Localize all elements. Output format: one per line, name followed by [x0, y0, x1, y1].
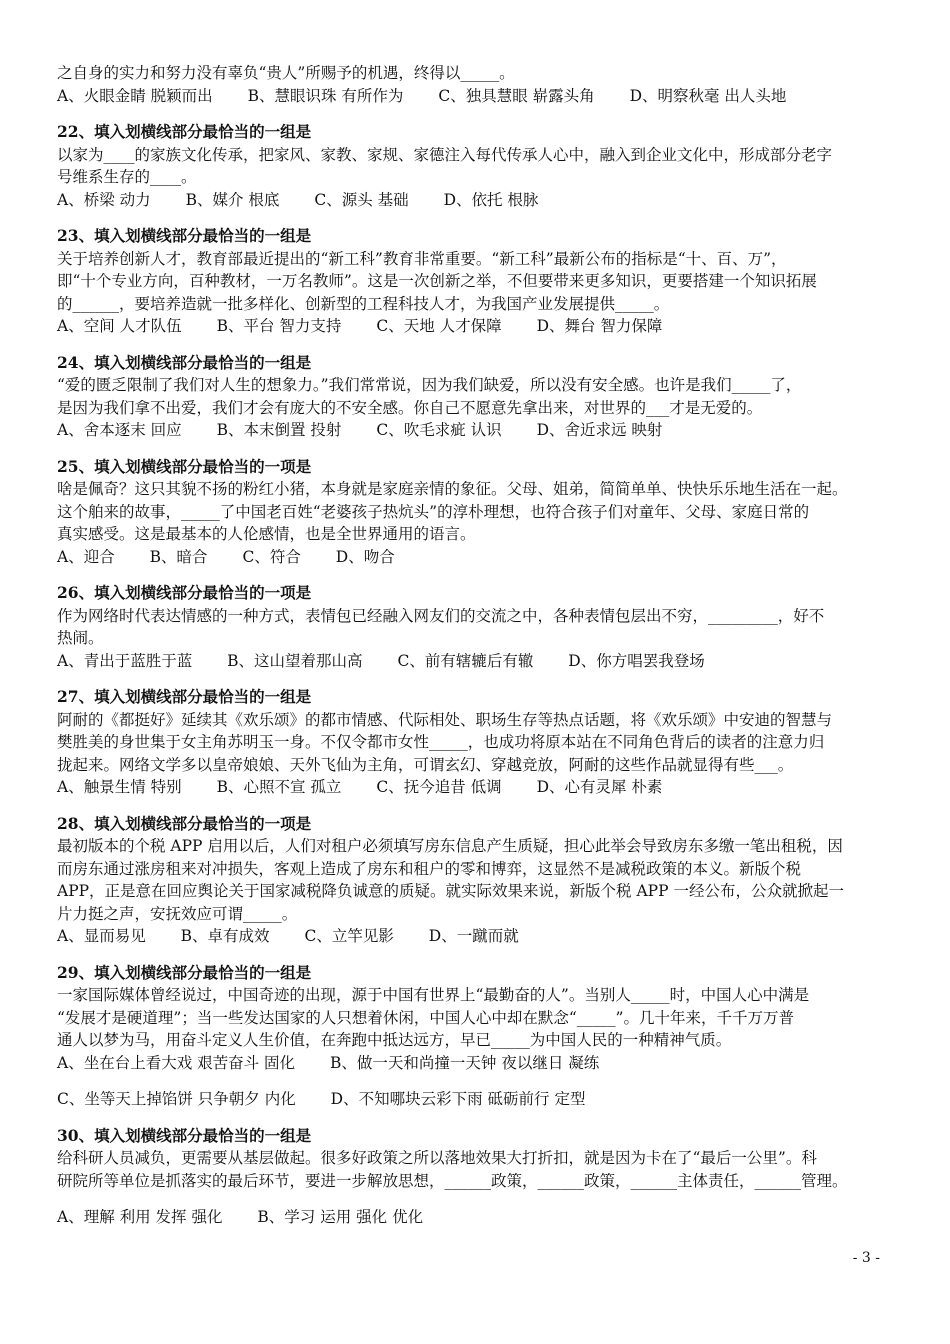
option-row — [57, 776, 897, 799]
question-title: 22、填入划横线部分最恰当的一组是 — [57, 122, 312, 141]
option-c: C、源头 基础 — [314, 190, 409, 209]
question-26 — [57, 582, 897, 672]
option-d: D、舞台 智力保障 — [536, 317, 663, 335]
question-24 — [57, 352, 897, 442]
passage-line: 通人以梦为马，用奋斗定义人生价值，在奔跑中抵达远方，早已_____为中国人民的一种精神气质。 — [57, 1031, 732, 1049]
spacer — [57, 1192, 897, 1206]
passage-line: 是因为我们拿不出爱，我们才会有庞大的不安全感。你自己不愿意先拿出来，对世界的___才是无爱的。 — [57, 398, 763, 417]
question-22 — [57, 121, 897, 211]
option-row — [57, 650, 897, 673]
option-c: C、吹毛求疵 认识 — [376, 421, 502, 439]
passage-line: 热闹。 — [57, 629, 104, 647]
option-row — [57, 419, 897, 442]
option-a: A、青出于蓝胜于蓝 — [57, 651, 193, 670]
option-row — [57, 189, 897, 212]
question-title: 25、填入划横线部分最恰当的一项是 — [57, 456, 312, 476]
option-b: B、做一天和尚撞一天钟 夜以继日 凝练 — [330, 1053, 600, 1072]
option-b: B、平台 智力支持 — [216, 317, 342, 335]
option-b: B、这山望着那山高 — [227, 651, 363, 670]
passage-line: 以家为____的家族文化传承，把家风、家教、家规、家德注入每代传承人心中，融入到企业文化中，形成部分老字 — [57, 145, 833, 164]
page-number: - 3 - — [852, 1250, 880, 1266]
passage-line: 而房东通过涨房租来对冲损失，客观上造成了房东和租户的零和博弈，这显然不是减税政策的本义。新版个税 — [57, 859, 802, 878]
option-row — [57, 1088, 897, 1111]
passage-line: 的______，要培养造就一批多样化、创新型的工程科技人才，为我国产业发展提供_____。 — [57, 294, 670, 313]
passage-line: 即“十个专业方向，百种教材，一万名教师”。这是一次创新之举，不但要带来更多知识，更要搭建一个知识拓展 — [57, 272, 817, 290]
option-a: A、火眼金睛 脱颖而出 — [57, 86, 213, 105]
question-continuation — [57, 62, 897, 107]
option-c: C、符合 — [242, 547, 301, 566]
passage-line: 最初版本的个税 APP 启用以后，人们对租户必须填写房东信息产生质疑，担心此举会导致房东多缴一笔出租税，因 — [57, 837, 843, 855]
option-d: D、舍近求远 映射 — [536, 421, 663, 439]
option-row — [57, 315, 897, 338]
option-c: C、独具慧眼 崭露头角 — [438, 86, 595, 105]
question-30 — [57, 1125, 897, 1229]
option-a: A、迎合 — [57, 547, 115, 566]
passage-line: APP，正是意在回应舆论关于国家减税降负诚意的质疑。就实际效果来说，新版个税 APP 一经公布，公众就掀起一 — [57, 882, 844, 900]
option-a: A、显而易见 — [57, 927, 146, 945]
option-b: B、心照不宣 孤立 — [216, 778, 342, 796]
question-title: 28、填入划横线部分最恰当的一项是 — [57, 813, 312, 833]
passage-line: 之自身的实力和努力没有辜负“贵人”所赐予的机遇，终得以_____。 — [57, 64, 515, 82]
option-d: D、你方唱罢我登场 — [568, 651, 705, 670]
passage-line: 关于培养创新人才，教育部最近提出的“新工科”教育非常重要。“新工科”最新公布的指标是“十、百、万”， — [57, 249, 787, 268]
option-b: B、慧眼识珠 有所作为 — [247, 86, 404, 105]
passage-line: 一家国际媒体曾经说过，中国奇迹的出现，源于中国有世界上“最勤奋的人”。当别人_____时，中国人心中满是 — [57, 986, 810, 1004]
question-25 — [57, 456, 897, 569]
passage-line: 樊胜美的身世集于女主角苏明玉一身。不仅令都市女性_____，也成功将原本站在不同角色背后的读者的注意力归 — [57, 733, 825, 751]
passage-line: 拢起来。网络文学多以皇帝娘娘、天外飞仙为主角，可谓玄幻、穿越竞放，阿耐的这些作品就显得有些___。 — [57, 755, 794, 774]
option-row — [57, 85, 897, 108]
passage-line: 号维系生存的____。 — [57, 168, 197, 186]
question-title: 30、填入划横线部分最恰当的一组是 — [57, 1125, 312, 1145]
document-body — [57, 62, 897, 1229]
option-b: B、卓有成效 — [180, 927, 270, 945]
passage-line: 阿耐的《都挺好》延续其《欢乐颂》的都市情感、代际相处、职场生存等热点话题，将《欢乐颂》中安迪的智慧与 — [57, 710, 833, 729]
question-title: 27、填入划横线部分最恰当的一组是 — [57, 687, 312, 706]
option-c: C、坐等天上掉馅饼 只争朝夕 内化 — [57, 1090, 296, 1108]
option-d: D、吻合 — [335, 547, 395, 566]
option-b: B、本末倒置 投射 — [216, 421, 342, 439]
option-c: C、抚今追昔 低调 — [376, 778, 502, 796]
option-d: D、心有灵犀 朴素 — [536, 778, 663, 796]
option-c: C、前有辖辘后有辙 — [397, 651, 534, 670]
question-23 — [57, 225, 897, 338]
option-b: B、暗合 — [149, 547, 208, 566]
question-title: 23、填入划横线部分最恰当的一组是 — [57, 226, 312, 245]
option-d: D、依托 根脉 — [443, 190, 539, 209]
option-b: B、学习 运用 强化 优化 — [257, 1208, 424, 1226]
option-a: A、舍本逐末 回应 — [57, 421, 182, 439]
option-d: D、明察秋毫 出人头地 — [629, 86, 787, 105]
passage-line: 作为网络时代表达情感的一种方式，表情包已经融入网友们的交流之中，各种表情包层出不穷，_________，好不 — [57, 606, 825, 625]
passage-line: 这个舶来的故事，_____了中国老百姓“老婆孩子热炕头”的淳朴理想，也符合孩子们对童年、父母、家庭日常的 — [57, 502, 810, 521]
passage-line: 啥是佩奇？这只其貌不扬的粉红小猪，本身就是家庭亲情的象征。父母、姐弟，简简单单、快快乐乐地生活在一起。 — [57, 480, 848, 498]
passage-line: 给科研人员减负，更需要从基层做起。很多好政策之所以落地效果大打折扣，就是因为卡在了“最后一公里”。科 — [57, 1149, 817, 1167]
option-a: A、桥梁 动力 — [57, 190, 151, 209]
spacer — [57, 1074, 897, 1088]
option-row — [57, 925, 897, 948]
option-row — [57, 1206, 897, 1229]
passage-line: 真实感受。这是最基本的人伦感情，也是全世界通用的语言。 — [57, 525, 476, 543]
passage-line: “发展才是硬道理”；当一些发达国家的人只想着休闲，中国人心中却在默念“_____”。几十年来，千千万万普 — [57, 1008, 794, 1027]
question-title: 26、填入划横线部分最恰当的一项是 — [57, 583, 312, 602]
question-28 — [57, 813, 897, 948]
question-title: 29、填入划横线部分最恰当的一组是 — [57, 962, 312, 982]
passage-line: “爱的匮乏限制了我们对人生的想象力。”我们常常说，因为我们缺爱，所以没有安全感。也许是我们_____了， — [57, 376, 802, 394]
option-row — [57, 546, 897, 569]
option-d: D、不知哪块云彩下雨 砥砺前行 定型 — [330, 1090, 586, 1108]
option-c: C、天地 人才保障 — [376, 317, 502, 335]
question-27 — [57, 686, 897, 799]
option-a: A、理解 利用 发挥 强化 — [57, 1208, 223, 1226]
option-row — [57, 1052, 897, 1075]
passage-line: 研院所等单位是抓落实的最后环节，要进一步解放思想，______政策，______政策，______主体责任，______管理。 — [57, 1171, 848, 1190]
option-a: A、坐在台上看大戏 艰苦奋斗 固化 — [57, 1053, 296, 1072]
option-a: A、触景生情 特别 — [57, 778, 182, 796]
option-c: C、立竿见影 — [304, 927, 394, 945]
option-a: A、空间 人才队伍 — [57, 317, 182, 335]
question-29 — [57, 962, 897, 1111]
passage-line: 片力挺之声，安抚效应可谓_____。 — [57, 904, 298, 923]
option-b: B、媒介 根底 — [185, 190, 280, 209]
option-d: D、一蹴而就 — [428, 927, 519, 945]
question-title: 24、填入划横线部分最恰当的一组是 — [57, 352, 312, 372]
